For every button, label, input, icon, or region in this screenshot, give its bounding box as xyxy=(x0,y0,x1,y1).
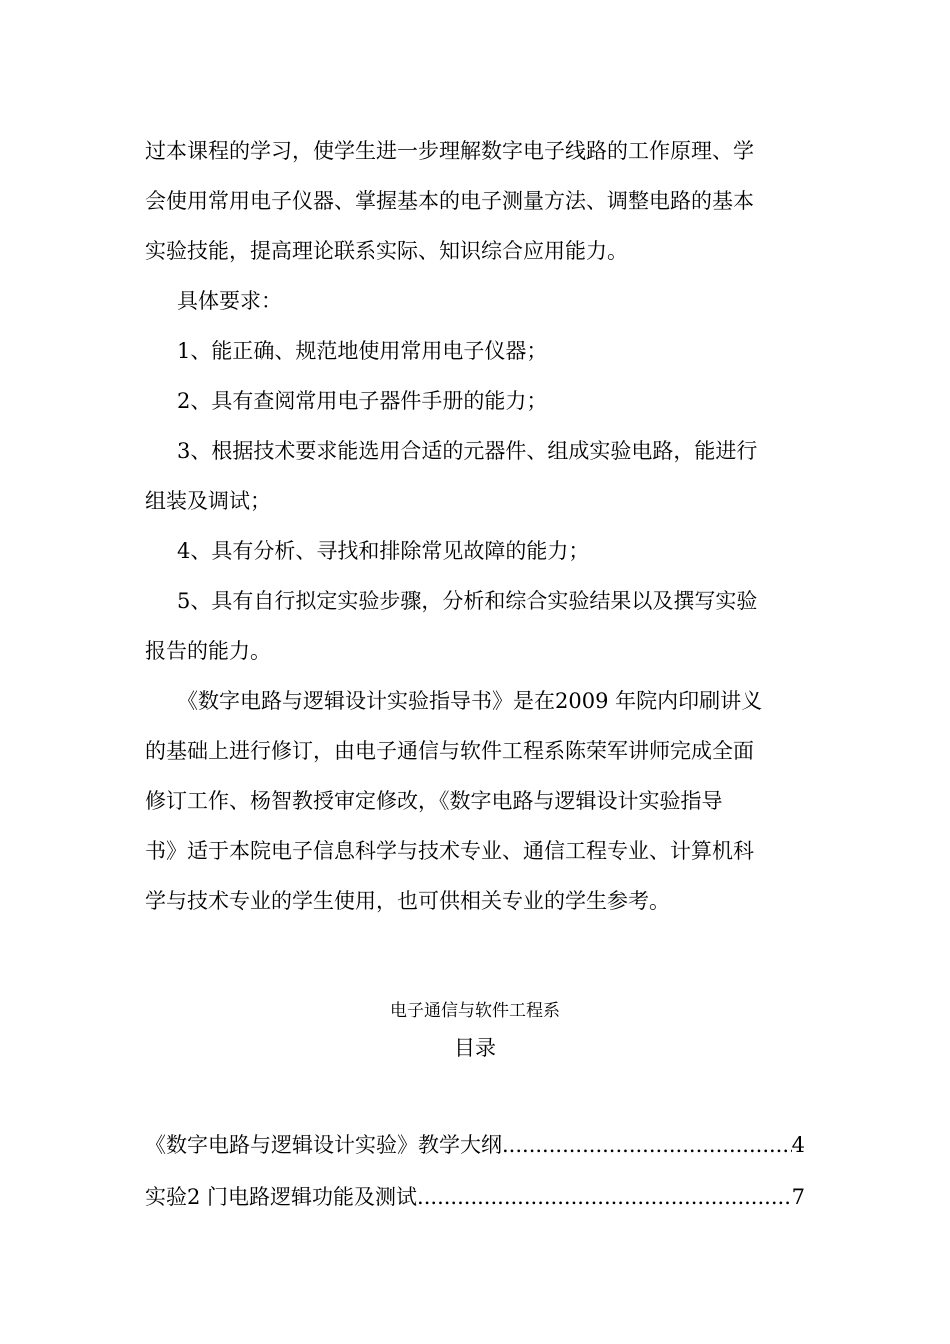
toc-leader-dots xyxy=(417,1182,792,1212)
paragraph-line: 实验技能，提高理论联系实际、知识综合应用能力。 xyxy=(145,239,628,263)
paragraph-line: 《数字电路与逻辑设计实验指导书》是在2009 年院内印刷讲义 xyxy=(177,689,763,713)
requirement-item-continued: 组装及调试； xyxy=(145,489,271,513)
paragraph-line: 过本课程的学习，使学生进一步理解数字电子线路的工作原理、学 xyxy=(145,139,754,163)
paragraph-line: 学与技术专业的学生使用，也可供相关专业的学生参考。 xyxy=(145,889,670,913)
toc-entry-title: 实验2 门电路逻辑功能及测试 xyxy=(145,1185,418,1209)
requirement-item-continued: 报告的能力。 xyxy=(145,639,271,663)
requirement-item: 3、根据技术要求能选用合适的元器件、组成实验电路，能进行 xyxy=(177,439,758,463)
toc-entry-page: 4 xyxy=(791,1133,805,1157)
toc-entry[interactable] xyxy=(145,1130,805,1160)
toc-entry-title: 《数字电路与逻辑设计实验》教学大纲 xyxy=(145,1133,502,1157)
requirement-item: 4、具有分析、寻找和排除常见故障的能力； xyxy=(177,539,590,563)
requirements-heading: 具体要求： xyxy=(177,289,282,313)
paragraph-line: 的基础上进行修订，由电子通信与软件工程系陈荣军讲师完成全面 xyxy=(145,739,754,763)
requirement-item: 1、能正确、规范地使用常用电子仪器； xyxy=(177,339,548,363)
paragraph-line: 修订工作、杨智教授审定修改，《数字电路与逻辑设计实验指导 xyxy=(145,789,723,813)
toc-entry-page: 7 xyxy=(791,1185,805,1209)
toc-entry[interactable] xyxy=(145,1182,805,1212)
paragraph-line: 书》适于本院电子信息科学与技术专业、通信工程专业、计算机科 xyxy=(145,839,754,863)
requirement-item: 2、具有查阅常用电子器件手册的能力； xyxy=(177,389,548,413)
requirement-item: 5、具有自行拟定实验步骤，分析和综合实验结果以及撰写实验 xyxy=(177,589,758,613)
paragraph-line: 会使用常用电子仪器、掌握基本的电子测量方法、调整电路的基本 xyxy=(145,189,754,213)
toc-title: 目录 xyxy=(454,1036,496,1060)
toc-leader-dots xyxy=(502,1130,792,1160)
department-signature: 电子通信与软件工程系 xyxy=(390,1001,560,1021)
